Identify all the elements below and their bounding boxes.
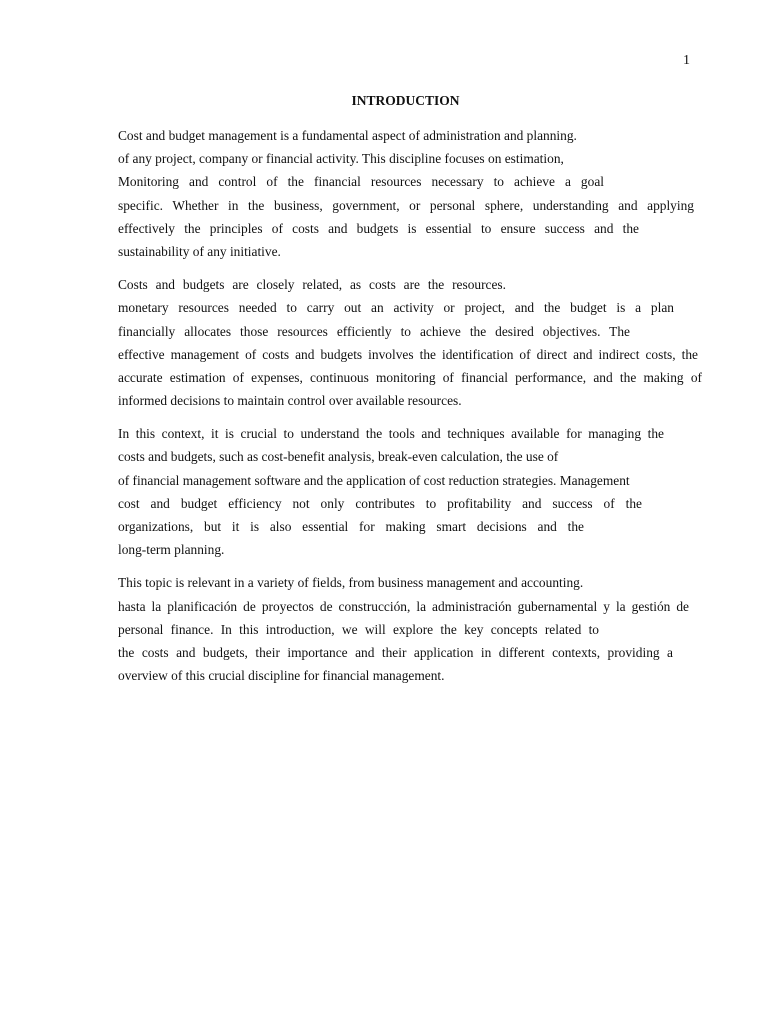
text-line: In this context, it is crucial to understand the tools and techniques available for managing the [118, 426, 664, 442]
body-text [118, 124, 702, 697]
paragraph [118, 571, 702, 687]
text-line: of financial management software and the application of cost reduction strategies. Management [118, 472, 630, 488]
text-line: effectively the principles of costs and budgets is essential to ensure success and the [118, 220, 639, 236]
text-line: financially allocates those resources efficiently to achieve the desired objectives. The [118, 323, 630, 339]
text-line: overview of this crucial discipline for financial management. [118, 668, 445, 684]
text-line: Cost and budget management is a fundamental aspect of administration and planning. [118, 128, 577, 143]
paragraph [118, 273, 702, 412]
paragraph [118, 124, 702, 263]
text-line: personal finance. In this introduction, we will explore the key concepts related to [118, 621, 599, 637]
page-title: INTRODUCTION [351, 93, 460, 108]
text-line: long-term planning. [118, 542, 225, 558]
text-line: sustainability of any initiative. [118, 243, 281, 259]
text-line: monetary resources needed to carry out an activity or project, and the budget is a plan [118, 300, 674, 316]
text-line: Monitoring and control of the financial resources necessary to achieve a goal [118, 174, 604, 190]
text-line: This topic is relevant in a variety of fields, from business management and accounting. [118, 575, 584, 591]
text-line: organizations, but it is also essential for making smart decisions and the [118, 519, 584, 534]
text-line: cost and budget efficiency not only contributes to profitability and success of the [118, 495, 642, 511]
text-line: informed decisions to maintain control over available resources. [118, 393, 462, 409]
text-line: hasta la planificación de proyectos de construcción, la administración gubernamental y la gestión de [118, 598, 689, 614]
page-number: 1 [683, 53, 690, 68]
text-line: specific. Whether in the business, government, or personal sphere, understanding and applying [118, 197, 694, 213]
text-line: effective management of costs and budgets involves the identification of direct and indirect costs, the [118, 346, 698, 362]
text-line: costs and budgets, such as cost-benefit analysis, break-even calculation, the use of [118, 449, 559, 465]
text-line: Costs and budgets are closely related, as costs are the resources. [118, 277, 506, 293]
text-line: accurate estimation of expenses, continuous monitoring of financial performance, and the making of [118, 369, 702, 385]
text-line: of any project, company or financial activity. This discipline focuses on estimation, [118, 151, 564, 167]
paragraph [118, 422, 702, 561]
text-line: the costs and budgets, their importance and their application in different contexts, providing a [118, 644, 673, 660]
